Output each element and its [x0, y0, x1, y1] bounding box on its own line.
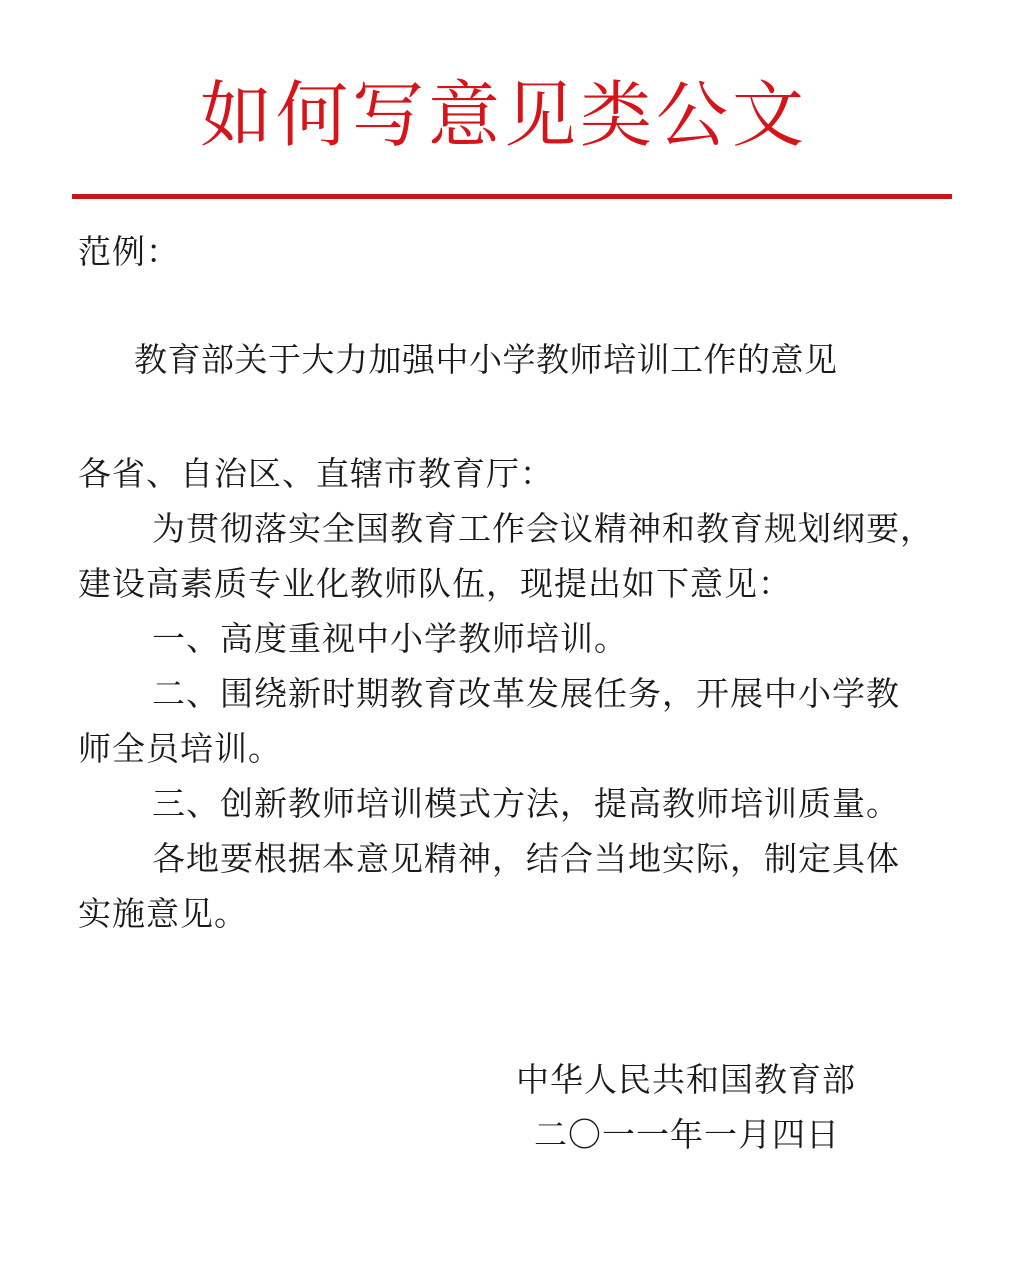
red-divider-rule — [72, 194, 952, 199]
opinion-item-1: 一、高度重视中小学教师培训。 — [152, 619, 628, 658]
document-heading: 如何写意见类公文 — [199, 73, 808, 157]
closing-paragraph-line-1: 各地要根据本意见精神，结合当地实际，制定具体 — [152, 839, 900, 878]
opinion-item-2-line-1: 二、围绕新时期教育改革发展任务，开展中小学教 — [152, 674, 900, 713]
body-paragraph-intro-line-2: 建设高素质专业化教师队伍，现提出如下意见： — [78, 564, 792, 603]
opinion-item-3: 三、创新教师培训模式方法，提高教师培训质量。 — [152, 784, 900, 823]
issuing-authority-signature: 中华人民共和国教育部 — [516, 1060, 856, 1099]
example-label: 范例： — [78, 232, 180, 271]
addressee-line: 各省、自治区、直辖市教育厅： — [78, 454, 554, 493]
body-paragraph-intro-line-1: 为贯彻落实全国教育工作会议精神和教育规划纲要， — [152, 509, 934, 548]
issue-date: 二〇一一年一月四日 — [534, 1115, 840, 1154]
opinion-item-2-line-2: 师全员培训。 — [78, 729, 282, 768]
closing-paragraph-line-2: 实施意见。 — [78, 894, 248, 933]
document-subject-title: 教育部关于大力加强中小学教师培训工作的意见 — [134, 340, 838, 379]
